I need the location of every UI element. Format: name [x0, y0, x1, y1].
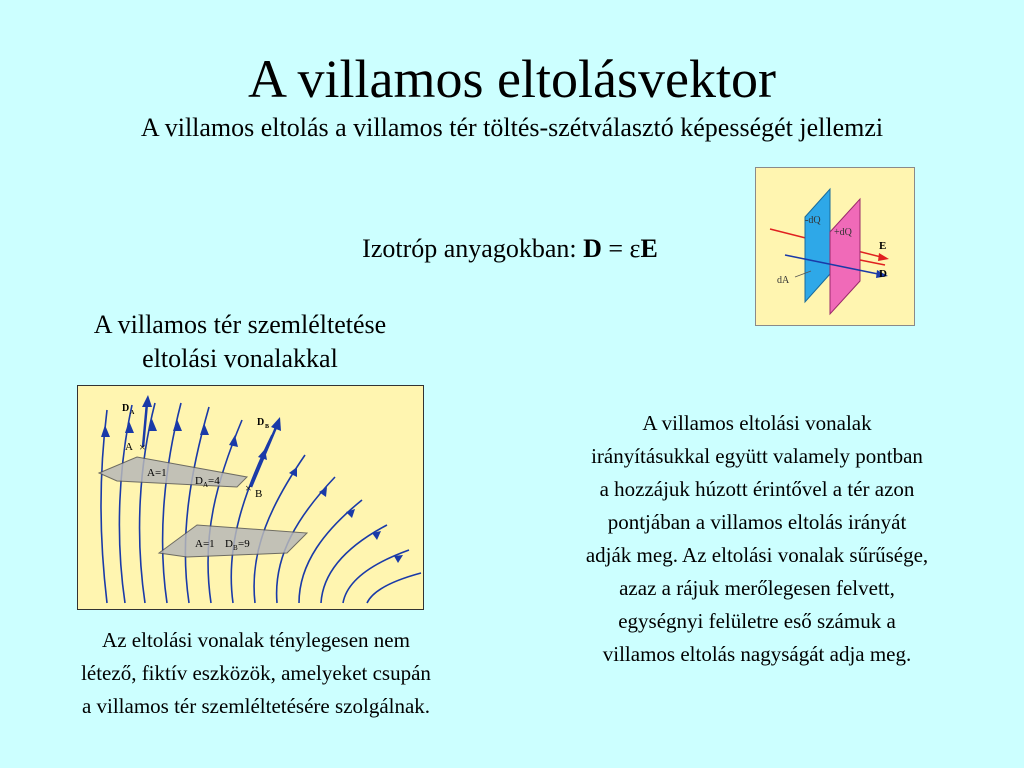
point-a-label: A	[125, 441, 133, 453]
pos-charge-label: +dQ	[834, 227, 852, 238]
capacitor-figure	[755, 167, 915, 326]
db-label: D	[257, 417, 265, 428]
formula-eq: = ε	[601, 234, 641, 263]
field-lines-figure	[77, 385, 424, 610]
formula-e: E	[640, 234, 658, 263]
db-label-sub: B	[265, 424, 270, 430]
formula-prefix: Izotróp anyagokban:	[362, 234, 584, 263]
explanation-line: pontjában a villamos eltolás irányát	[607, 510, 907, 534]
point-b-label: B	[255, 488, 263, 500]
patch-b-area-label: A=1	[195, 538, 215, 550]
caption-line: létező, fiktív eszközök, amelyeket csupán	[81, 661, 431, 685]
neg-charge-label: -dQ	[805, 215, 821, 226]
page-title: A villamos eltolásvektor	[248, 49, 776, 109]
explanation-line: egységnyi felületre eső számuk a	[618, 609, 896, 633]
patch-a-area-label: A=1	[147, 467, 167, 479]
field-caption	[6, 624, 506, 723]
patch-a-d-sub: A	[203, 481, 209, 489]
explanation-text	[522, 407, 992, 671]
explanation-line: A villamos eltolási vonalak	[642, 411, 872, 435]
da-label: D	[122, 403, 130, 414]
point-a-marker: ×	[139, 440, 146, 454]
explanation-line: azaz a rájuk merőlegesen felvett,	[619, 576, 895, 600]
field-heading-line: eltolási vonalakkal	[142, 344, 338, 373]
da-label-sub: A	[130, 410, 135, 416]
explanation-line: villamos eltolás nagyságát adja meg.	[602, 642, 912, 666]
caption-line: a villamos tér szemléltetésére szolgálnak.	[81, 694, 431, 718]
explanation-line: adják meg. Az eltolási vonalak sűrűsége,	[585, 543, 929, 567]
patch-b-d-sub: B	[233, 544, 238, 552]
da-label: dA	[777, 275, 790, 286]
formula-d: D	[583, 234, 602, 263]
caption-line: Az eltolási vonalak ténylegesen nem	[102, 628, 410, 652]
patch-b-d-value: =9	[238, 538, 250, 550]
patch-a-d-label: D	[195, 475, 203, 487]
explanation-line: irányításukkal együtt valamely pontban	[591, 444, 923, 468]
explanation-line: a hozzájuk húzott érintővel a tér azon	[599, 477, 915, 501]
formula-line	[280, 232, 740, 266]
d-label: D	[879, 268, 887, 280]
field-heading	[30, 308, 450, 376]
e-label: E	[879, 240, 887, 252]
page-subtitle: A villamos eltolás a villamos tér töltés-szétválasztó képességét jellemzi	[140, 113, 884, 142]
patch-a-d-value: =4	[208, 475, 220, 487]
patch-b-d-label: D	[225, 538, 233, 550]
point-b-marker: ×	[245, 481, 252, 495]
field-heading-line: A villamos tér szemléltetése	[93, 310, 387, 339]
